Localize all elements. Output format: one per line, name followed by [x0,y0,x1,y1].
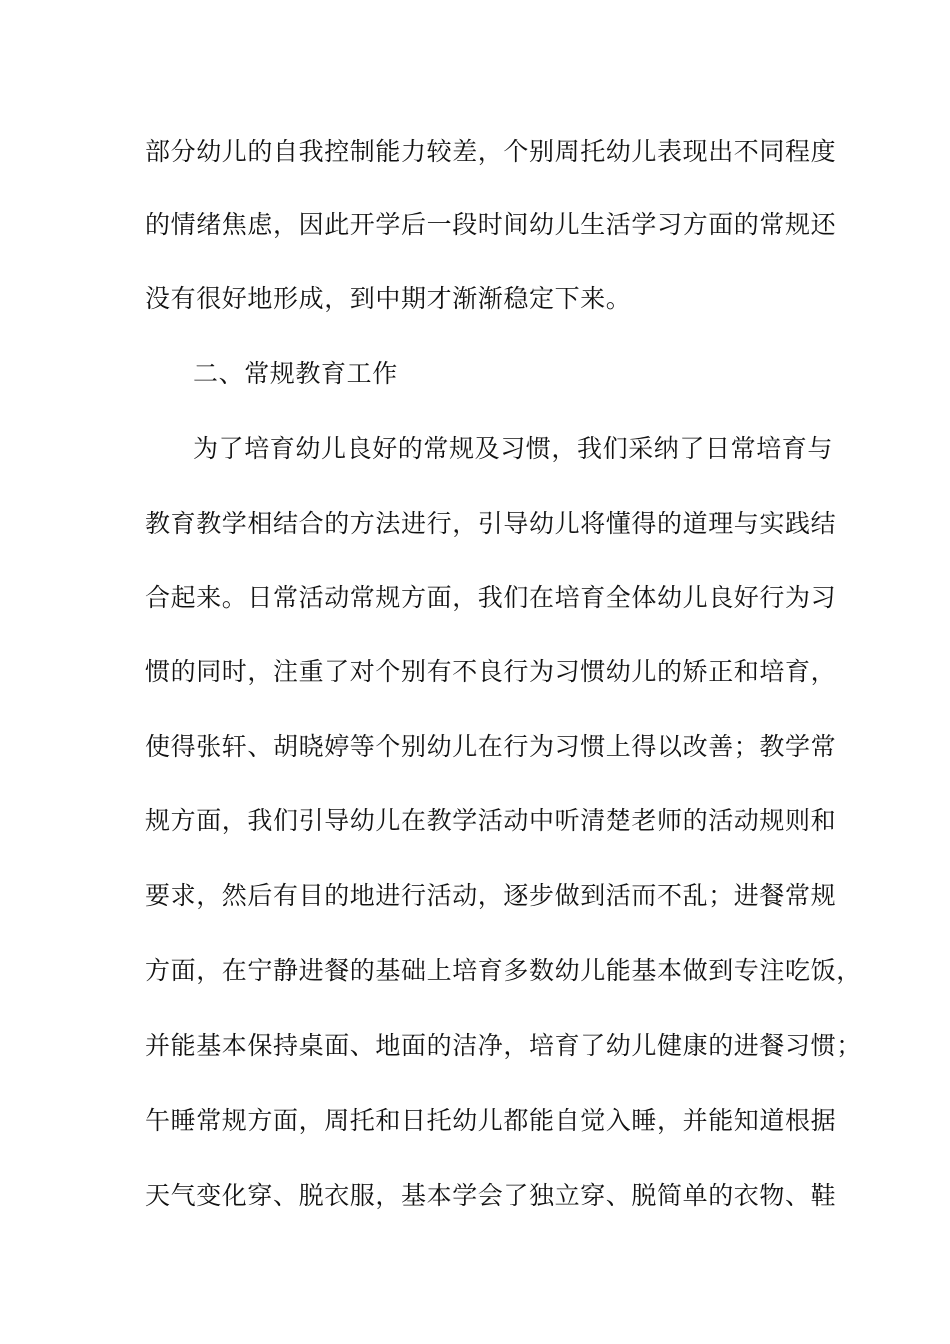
paragraph-line: 为了培育幼儿良好的常规及习惯，我们采纳了日常培育与 [193,434,834,463]
paragraph-line: 天气变化穿、脱衣服，基本学会了独立穿、脱简单的衣物、鞋 [145,1181,837,1210]
paragraph-line: 规方面，我们引导幼儿在教学活动中听清楚老师的活动规则和 [145,806,837,835]
paragraph-line: 部分幼儿的自我控制能力较差，个别周托幼儿表现出不同程度 [145,137,837,166]
paragraph-line: 并能基本保持桌面、地面的洁净，培育了幼儿健康的进餐习惯； [145,1031,862,1060]
paragraph-line: 要求，然后有目的地进行活动，逐步做到活而不乱；进餐常规 [145,881,837,910]
paragraph-line: 方面，在宁静进餐的基础上培育多数幼儿能基本做到专注吃饭， [145,956,862,985]
paragraph-line: 使得张轩、胡晓婷等个别幼儿在行为习惯上得以改善；教学常 [145,732,837,761]
paragraph-line: 教育教学相结合的方法进行，引导幼儿将懂得的道理与实践结 [145,509,837,538]
paragraph-line: 的情绪焦虑，因此开学后一段时间幼儿生活学习方面的常规还 [145,210,837,239]
paragraph-line: 惯的同时，注重了对个别有不良行为习惯幼儿的矫正和培育， [145,657,837,686]
paragraph-line: 没有很好地形成，到中期才渐渐稳定下来。 [145,284,632,313]
paragraph-line: 合起来。日常活动常规方面，我们在培育全体幼儿良好行为习 [145,583,837,612]
section-heading: 二、常规教育工作 [193,359,398,388]
paragraph-line: 午睡常规方面，周托和日托幼儿都能自觉入睡，并能知道根据 [145,1106,837,1135]
